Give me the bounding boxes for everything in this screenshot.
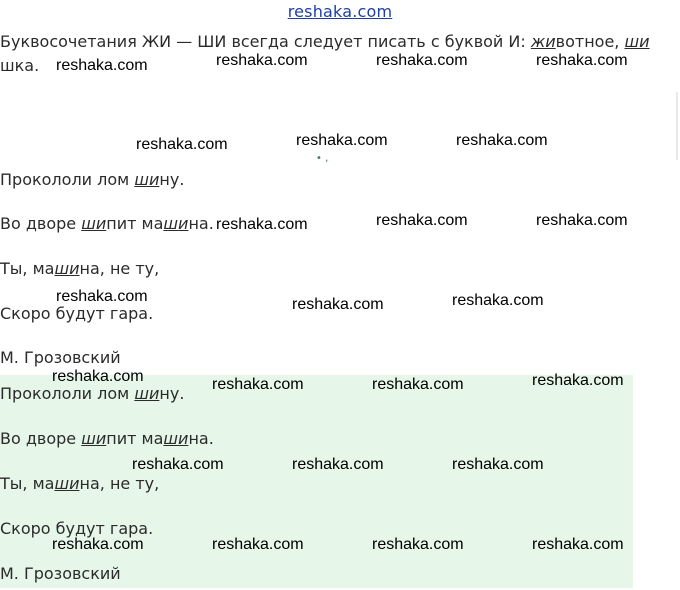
watermark: reshaka.com [52,536,144,553]
watermark: reshaka.com [456,132,548,149]
watermark: reshaka.com [452,456,544,473]
watermark: reshaka.com [136,136,228,153]
watermark: reshaka.com [56,288,148,305]
watermark: reshaka.com [56,57,148,74]
example-syllable-zhi: жи [530,32,556,51]
poem1-author: М. Грозовский [0,348,121,367]
watermark: reshaka.com [536,212,628,229]
poem2-line-2: Во дворе шипит машина. [0,429,214,448]
poem1-line-2: Во дворе шипит машина. [0,214,214,233]
poem2-line-1: Прокололи лом шину. [0,384,185,403]
watermark: reshaka.com [292,456,384,473]
watermark: reshaka.com [372,376,464,393]
watermark: reshaka.com [536,52,628,69]
watermark: reshaka.com [212,536,304,553]
watermark: reshaka.com [372,536,464,553]
watermark: reshaka.com [52,368,144,385]
watermark: reshaka.com [216,52,308,69]
poem2-line-3: Ты, машина, не ту, [0,474,160,493]
watermark: reshaka.com [296,132,388,149]
watermark: reshaka.com [532,372,624,389]
poem1-syllable: ши [134,170,160,189]
poem1-line-4: Скоро будут гара. [0,304,154,323]
poem1-line-1: Прокололи лом шину. [0,170,185,189]
watermark: reshaka.com [376,52,468,69]
watermark: reshaka.com [532,536,624,553]
watermark: reshaka.com [216,216,308,233]
watermark: reshaka.com [452,292,544,309]
intro-example-rest: вотное, [555,32,625,51]
site-header-link[interactable]: reshaka.com [287,2,393,21]
example-syllable-shi: ши [624,32,650,51]
watermark: reshaka.com [376,212,468,229]
poem1-line-3: Ты, машина, не ту, [0,259,160,278]
intro-text: Буквосочетания ЖИ — ШИ всегда следует писать с буквой И: [0,32,531,51]
poem2-author: М. Грозовский [0,564,121,583]
decorative-dot: • , [316,153,329,164]
watermark: reshaka.com [132,456,224,473]
watermark: reshaka.com [212,376,304,393]
watermark: reshaka.com [292,296,384,313]
scrollbar-divider [676,92,678,160]
poem2-line-4: Скоро будут гара. [0,519,154,538]
intro-example-end: шка. [0,56,40,75]
